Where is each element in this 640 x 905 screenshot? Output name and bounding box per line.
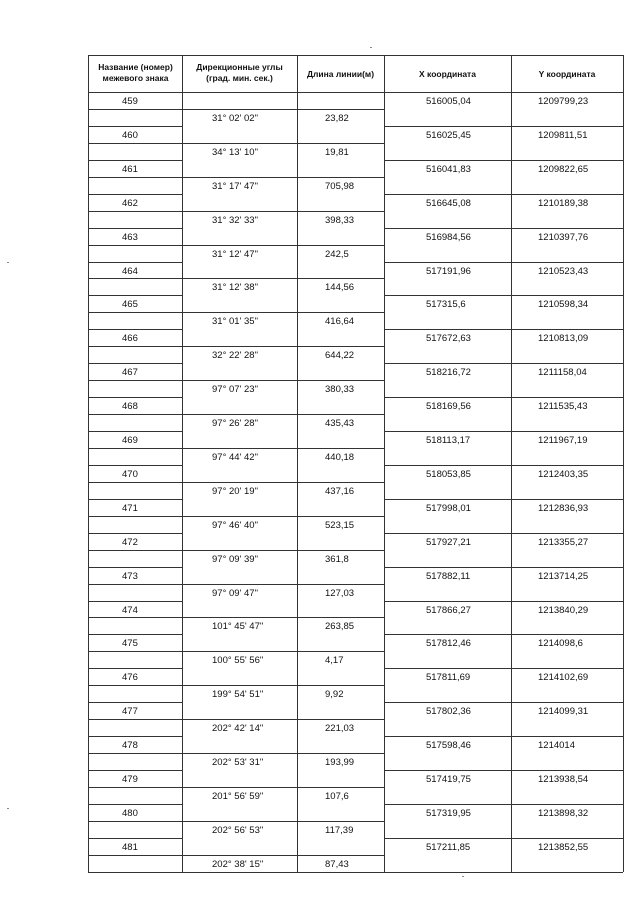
header-bottom-border [88,92,623,93]
row-divider [88,685,384,686]
row-divider [88,736,182,737]
x-coordinate: 517998,01 [426,502,471,514]
y-coordinate: 1211967,19 [538,435,588,446]
point-name: 467 [122,367,138,379]
y-coordinate: 1214014 [538,740,575,752]
header-length: Длина линии(м) [306,69,375,79]
point-name: 461 [122,163,138,175]
direction-angle: 97° 20' 19" [212,485,258,497]
column-border [384,55,385,872]
y-coordinate: 1211535,43 [538,401,588,413]
y-coordinate: 1210598,34 [538,299,589,311]
row-divider [88,245,384,246]
row-divider [88,567,182,568]
row-divider [88,499,182,500]
direction-angle: 101° 45' 47" [212,621,264,633]
table-top-border [88,55,623,56]
direction-angle: 31° 12' 47" [212,248,258,260]
y-coordinate: 1210189,38 [538,197,589,209]
row-divider [88,295,182,296]
y-coordinate: 1214102,69 [538,672,589,684]
row-divider [88,109,384,110]
row-divider [88,194,182,195]
row-divider [384,431,623,432]
row-divider [88,211,384,212]
x-coordinate: 517812,46 [426,638,471,650]
row-divider [88,668,182,669]
line-length: 107,6 [325,790,349,802]
point-name: 469 [122,435,138,446]
row-divider [88,516,384,517]
row-divider [88,414,384,415]
header-name-line2: межевого знака [102,73,169,83]
row-divider [88,634,182,635]
x-coordinate: 516025,45 [426,129,471,141]
row-divider [88,702,182,703]
point-name: 462 [122,197,138,209]
point-name: 463 [122,231,138,243]
row-divider [384,329,623,330]
row-divider [88,431,182,432]
header-angle-line2: (град. мин. сек.) [206,73,273,83]
point-name: 478 [122,740,138,752]
scan-speck [7,262,9,263]
row-divider [88,533,182,534]
point-name: 475 [122,638,138,650]
point-name: 477 [122,706,138,718]
header-y: Y координата [538,69,596,79]
y-coordinate: 1209822,65 [538,163,589,175]
point-name: 476 [122,672,138,684]
direction-angle: 31° 12' 38" [212,282,258,294]
direction-angle: 199° 54' 51" [212,689,264,701]
line-length: 9,92 [325,689,344,701]
direction-angle: 31° 02' 02" [212,112,258,124]
y-coordinate: 1213355,27 [538,536,589,548]
row-divider [384,668,623,669]
x-coordinate: 517315,6 [426,299,466,311]
row-divider [88,719,384,720]
line-length: 19,81 [325,146,349,158]
point-name: 479 [122,774,138,785]
direction-angle: 202° 53' 31" [212,757,264,769]
row-divider [88,465,182,466]
line-length: 127,03 [325,587,355,599]
x-coordinate: 517419,75 [426,774,471,785]
y-coordinate: 1214099,31 [538,706,589,718]
x-coordinate: 517927,21 [426,536,471,548]
row-divider [88,838,182,839]
line-length: 23,82 [325,112,349,124]
row-divider [88,617,384,618]
row-divider [88,126,182,127]
line-length: 437,16 [325,485,355,497]
point-name: 466 [122,333,138,345]
scan-speck [7,808,9,809]
row-divider [384,838,623,839]
row-divider [384,228,623,229]
x-coordinate: 516041,83 [426,163,471,175]
x-coordinate: 518216,72 [426,367,471,379]
point-name: 473 [122,570,138,582]
line-length: 221,03 [325,723,355,735]
point-name: 468 [122,401,138,413]
direction-angle: 202° 56' 53" [212,824,264,836]
x-coordinate: 516645,08 [426,197,471,209]
direction-angle: 31° 32' 33" [212,214,258,226]
row-divider [88,821,384,822]
row-divider [384,567,623,568]
row-divider [384,126,623,127]
direction-angle: 202° 38' 15" [212,858,264,870]
x-coordinate: 516005,04 [426,96,471,107]
point-name: 471 [122,502,138,514]
point-name: 474 [122,604,138,616]
row-divider [88,346,384,347]
x-coordinate: 517211,85 [426,841,471,853]
direction-angle: 97° 07' 23" [212,384,258,396]
row-divider [88,228,182,229]
x-coordinate: 518113,17 [426,435,471,446]
row-divider [88,787,384,788]
row-divider [384,295,623,296]
point-name: 459 [122,96,138,107]
row-divider [88,448,384,449]
direction-angle: 34° 13' 10" [212,146,258,158]
y-coordinate: 1212403,35 [538,468,589,480]
row-divider [88,482,384,483]
row-divider [88,380,384,381]
y-coordinate: 1213938,54 [538,774,589,785]
x-coordinate: 517866,27 [426,604,471,616]
direction-angle: 100° 55' 56" [212,655,264,667]
row-divider [88,584,384,585]
row-divider [384,465,623,466]
row-divider [88,143,384,144]
x-coordinate: 517598,46 [426,740,471,752]
direction-angle: 97° 09' 39" [212,553,258,565]
row-divider [88,262,182,263]
line-length: 87,43 [325,858,349,870]
direction-angle: 97° 26' 28" [212,418,258,430]
header-name-line1: Название (номер) [98,62,173,72]
line-length: 416,64 [325,316,355,328]
y-coordinate: 1213898,32 [538,807,589,819]
y-coordinate: 1209799,23 [538,96,589,107]
row-divider [88,397,182,398]
row-divider [384,160,623,161]
row-divider [88,770,182,771]
line-length: 523,15 [325,519,355,531]
line-length: 705,98 [325,180,355,192]
x-coordinate: 517319,95 [426,807,471,819]
y-coordinate: 1213714,25 [538,570,589,582]
line-length: 361,8 [325,553,349,565]
scan-speck [370,47,372,48]
row-divider [88,651,384,652]
line-length: 380,33 [325,384,355,396]
point-name: 460 [122,129,138,141]
row-divider [88,160,182,161]
x-coordinate: 517811,69 [426,672,471,684]
line-length: 440,18 [325,451,355,463]
header-angle-line1: Дирекционные углы [196,62,283,72]
x-coordinate: 517672,63 [426,333,471,345]
y-coordinate: 1211158,04 [538,367,587,379]
y-coordinate: 1210397,76 [538,231,589,243]
row-divider [384,363,623,364]
scan-speck [462,876,464,877]
column-border [511,55,512,872]
row-divider [88,855,384,856]
line-length: 117,39 [325,824,354,836]
line-length: 4,17 [325,655,344,667]
column-border [623,55,624,872]
row-divider [88,753,384,754]
direction-angle: 97° 46' 40" [212,519,258,531]
direction-angle: 202° 42' 14" [212,723,264,735]
header-x: X координата [419,69,476,79]
row-divider [88,363,182,364]
row-divider [384,736,623,737]
y-coordinate: 1213852,55 [538,841,589,853]
direction-angle: 97° 44' 42" [212,451,258,463]
row-divider [88,550,384,551]
y-coordinate: 1214098,6 [538,638,583,650]
row-divider [384,533,623,534]
direction-angle: 31° 01' 35" [212,316,258,328]
point-name: 470 [122,468,138,480]
line-length: 242,5 [325,248,349,260]
y-coordinate: 1212836,93 [538,502,589,514]
row-divider [384,194,623,195]
direction-angle: 31° 17' 47" [212,180,258,192]
line-length: 144,56 [325,282,355,294]
y-coordinate: 1209811,51 [538,129,588,141]
row-divider [384,770,623,771]
x-coordinate: 518169,56 [426,401,471,413]
row-divider [88,601,182,602]
point-name: 481 [122,841,138,853]
line-length: 263,85 [325,621,355,633]
row-divider [384,262,623,263]
row-divider [384,601,623,602]
x-coordinate: 517882,11 [426,570,471,582]
x-coordinate: 516984,56 [426,231,471,243]
line-length: 193,99 [325,757,355,769]
y-coordinate: 1210523,43 [538,265,589,277]
direction-angle: 97° 09' 47" [212,587,258,599]
row-divider [88,312,384,313]
row-divider [384,397,623,398]
row-divider [88,278,384,279]
x-coordinate: 517191,96 [426,265,471,277]
row-divider [88,177,384,178]
header-angle [182,62,297,84]
y-coordinate: 1210813,09 [538,333,589,345]
direction-angle: 32° 22' 28" [212,350,258,362]
table-bottom-border [88,872,623,873]
row-divider [88,329,182,330]
line-length: 644,22 [325,350,355,362]
row-divider [384,634,623,635]
direction-angle: 201° 56' 59" [212,790,264,802]
x-coordinate: 517802,36 [426,706,471,718]
row-divider [88,804,182,805]
point-name: 465 [122,299,138,311]
x-coordinate: 518053,85 [426,468,471,480]
line-length: 435,43 [325,418,355,430]
line-length: 398,33 [325,214,355,226]
point-name: 472 [122,536,138,548]
point-name: 464 [122,265,138,277]
row-divider [384,804,623,805]
y-coordinate: 1213840,29 [538,604,589,616]
row-divider [384,702,623,703]
row-divider [384,499,623,500]
header-name [88,62,183,84]
point-name: 480 [122,807,138,819]
